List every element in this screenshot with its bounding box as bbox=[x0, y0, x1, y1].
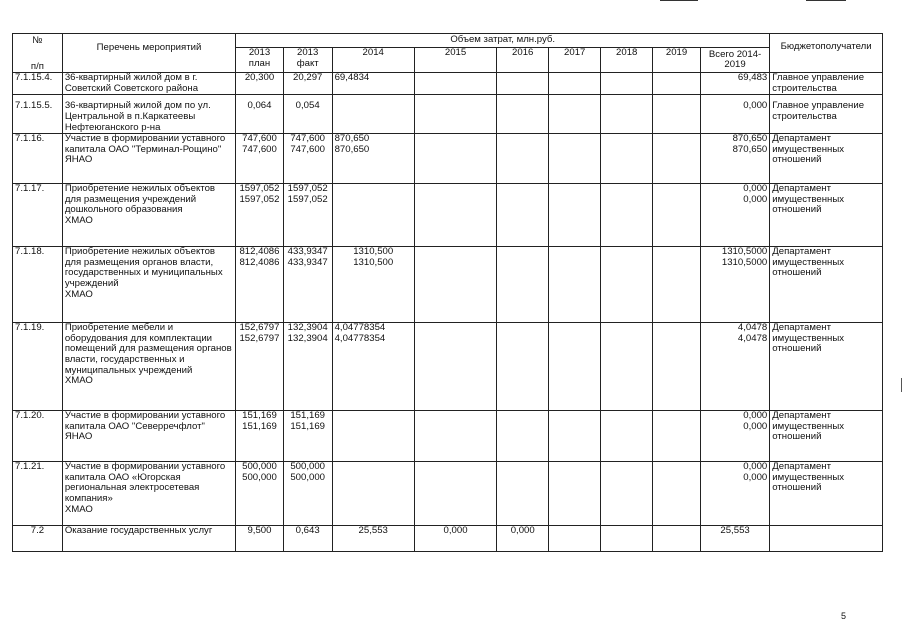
summary-2019 bbox=[653, 526, 701, 552]
plan-year: 2013 bbox=[248, 47, 271, 59]
row-name: Участие в формировании уставного капитала ОАО «Югорская региональная электросетевая компания» bbox=[64, 461, 226, 504]
row-2015 bbox=[414, 73, 496, 95]
col-2017: 2017 bbox=[549, 48, 601, 73]
row-2014-sub: 4,04778354 bbox=[334, 332, 386, 344]
row-2017 bbox=[549, 462, 601, 526]
row-2018 bbox=[601, 411, 653, 462]
row-2018 bbox=[601, 184, 653, 247]
plan-label: план bbox=[248, 58, 271, 70]
row-num: 7.1.21. bbox=[13, 462, 63, 526]
table-row bbox=[13, 411, 883, 462]
summary-plan: 9,500 bbox=[236, 526, 284, 552]
row-total-sub: 4,0478 bbox=[737, 332, 768, 344]
row-2015 bbox=[414, 184, 496, 247]
row-plan: 812,4086 bbox=[239, 246, 280, 258]
row-total: 0,000 bbox=[743, 410, 768, 422]
row-2014-cell bbox=[332, 247, 414, 323]
row-plan-sub: 747,600 bbox=[242, 143, 277, 155]
row-name-cell bbox=[62, 134, 235, 184]
row-2015 bbox=[414, 134, 496, 184]
table-row bbox=[13, 323, 883, 411]
row-2018 bbox=[601, 323, 653, 411]
row-2017 bbox=[549, 247, 601, 323]
top-rule-right bbox=[806, 0, 846, 1]
row-fact-cell bbox=[283, 184, 332, 247]
row-fact: 132,3904 bbox=[287, 322, 328, 334]
col-2013-plan bbox=[236, 48, 284, 73]
row-name: 36-квартирный жилой дом в г. Советский Советского района bbox=[62, 73, 235, 95]
row-2014: 1310,500 bbox=[353, 246, 394, 258]
table-row bbox=[13, 184, 883, 247]
row-2015 bbox=[414, 462, 496, 526]
table-row bbox=[13, 73, 883, 95]
row-2019 bbox=[653, 73, 701, 95]
row-total: 4,0478 bbox=[737, 322, 768, 334]
row-plan: 152,6797 bbox=[239, 322, 280, 334]
row-recipient: Департамент имущественных отношений bbox=[770, 134, 883, 184]
row-total-sub: 0,000 bbox=[743, 420, 768, 432]
col-list-header: Перечень мероприятий bbox=[62, 34, 235, 73]
row-fact: 151,169 bbox=[290, 410, 326, 422]
row-total-cell bbox=[700, 134, 769, 184]
num-sign: № bbox=[32, 35, 43, 46]
row-2014: 69,4834 bbox=[332, 73, 414, 95]
row-2017 bbox=[549, 95, 601, 134]
row-num: 7.1.18. bbox=[13, 247, 63, 323]
expenditure-table bbox=[12, 33, 883, 552]
row-num: 7.1.15.4. bbox=[13, 73, 63, 95]
row-2014 bbox=[332, 95, 414, 134]
row-2018 bbox=[601, 247, 653, 323]
scan-mark bbox=[901, 378, 902, 392]
table-row bbox=[13, 134, 883, 184]
table-row bbox=[13, 462, 883, 526]
row-2016 bbox=[497, 411, 549, 462]
row-region: ЯНАО bbox=[64, 431, 93, 443]
row-name-cell bbox=[62, 411, 235, 462]
row-fact-cell bbox=[283, 323, 332, 411]
row-fact-cell bbox=[283, 134, 332, 184]
summary-total: 25,553 bbox=[700, 526, 769, 552]
summary-2016: 0,000 bbox=[497, 526, 549, 552]
row-plan: 1597,052 bbox=[239, 183, 280, 195]
summary-2018 bbox=[601, 526, 653, 552]
row-2014-sub: 1310,500 bbox=[353, 256, 394, 268]
row-fact: 500,000 bbox=[290, 461, 326, 473]
row-recipient: Департамент имущественных отношений bbox=[770, 323, 883, 411]
summary-2015: 0,000 bbox=[414, 526, 496, 552]
summary-recipient bbox=[770, 526, 883, 552]
row-recipient: Главное управление строительства bbox=[770, 73, 883, 95]
row-2019 bbox=[653, 462, 701, 526]
row-name: Приобретение мебели и оборудования для комплектации помещений для размещения органов власти, государственных и муниципальных учреждений bbox=[64, 322, 232, 376]
row-total-cell bbox=[700, 411, 769, 462]
row-2015 bbox=[414, 323, 496, 411]
summary-2017 bbox=[549, 526, 601, 552]
row-total: 69,483 bbox=[700, 73, 769, 95]
row-2017 bbox=[549, 134, 601, 184]
row-2017 bbox=[549, 411, 601, 462]
row-2016 bbox=[497, 95, 549, 134]
row-region: ХМАО bbox=[64, 214, 93, 226]
row-2016 bbox=[497, 323, 549, 411]
row-2014 bbox=[332, 462, 414, 526]
row-name: Участие в формировании уставного капитала ОАО "Терминал-Рощино" bbox=[64, 133, 226, 155]
row-2014-cell bbox=[332, 134, 414, 184]
row-plan-sub: 500,000 bbox=[242, 471, 277, 483]
col-2018: 2018 bbox=[601, 48, 653, 73]
row-region: ХМАО bbox=[64, 503, 93, 515]
row-plan-cell bbox=[236, 323, 284, 411]
row-2018 bbox=[601, 462, 653, 526]
row-2019 bbox=[653, 95, 701, 134]
row-total-sub: 1310,5000 bbox=[721, 256, 768, 268]
row-plan: 500,000 bbox=[242, 461, 277, 473]
row-num: 7.1.19. bbox=[13, 323, 63, 411]
row-total-cell bbox=[700, 462, 769, 526]
row-2018 bbox=[601, 134, 653, 184]
row-recipient: Департамент имущественных отношений bbox=[770, 462, 883, 526]
row-plan-sub: 1597,052 bbox=[239, 193, 280, 205]
row-2019 bbox=[653, 411, 701, 462]
row-fact-cell bbox=[283, 411, 332, 462]
row-2019 bbox=[653, 323, 701, 411]
row-plan: 151,169 bbox=[242, 410, 277, 422]
row-2015 bbox=[414, 247, 496, 323]
col-2014: 2014 bbox=[332, 48, 414, 73]
row-total-cell bbox=[700, 323, 769, 411]
row-fact-sub: 132,3904 bbox=[287, 332, 328, 344]
row-2014-cell bbox=[332, 323, 414, 411]
row-name: Участие в формировании уставного капитала ОАО "Северречфлот" bbox=[64, 410, 226, 432]
row-recipient: Департамент имущественных отношений bbox=[770, 247, 883, 323]
row-total-sub: 870,650 bbox=[732, 143, 768, 155]
row-name: 36-квартирный жилой дом по ул. Центральной в п.Каркатеевы Нефтеюганского р-на bbox=[62, 95, 235, 134]
row-plan-sub: 812,4086 bbox=[239, 256, 280, 268]
pp-label: п/п bbox=[30, 60, 44, 72]
row-num: 7.1.15.5. bbox=[13, 95, 63, 134]
col-total: Всего 2014-2019 bbox=[700, 48, 769, 73]
row-plan: 0,064 bbox=[236, 95, 284, 134]
row-recipient: Главное управление строительства bbox=[770, 95, 883, 134]
row-2017 bbox=[549, 184, 601, 247]
row-2017 bbox=[549, 323, 601, 411]
row-2015 bbox=[414, 95, 496, 134]
row-plan-cell bbox=[236, 184, 284, 247]
row-fact: 747,600 bbox=[290, 133, 326, 145]
row-fact: 20,297 bbox=[283, 73, 332, 95]
row-2016 bbox=[497, 462, 549, 526]
cost-header: Объем затрат, млн.руб. bbox=[236, 34, 770, 48]
top-rule-left bbox=[660, 0, 698, 1]
summary-2014: 25,553 bbox=[332, 526, 414, 552]
row-fact-sub: 500,000 bbox=[290, 471, 326, 483]
row-2014: 4,04778354 bbox=[334, 322, 386, 334]
summary-name: Оказание государственных услуг bbox=[62, 526, 235, 552]
col-2013-fact bbox=[283, 48, 332, 73]
row-2016 bbox=[497, 134, 549, 184]
row-plan-cell bbox=[236, 134, 284, 184]
row-total-sub: 0,000 bbox=[743, 471, 768, 483]
row-plan: 747,600 bbox=[242, 133, 277, 145]
row-total: 0,000 bbox=[743, 183, 768, 195]
row-name-cell bbox=[62, 323, 235, 411]
row-2016 bbox=[497, 184, 549, 247]
fact-year: 2013 bbox=[297, 47, 319, 59]
row-fact: 433,9347 bbox=[287, 246, 328, 258]
row-plan-sub: 151,169 bbox=[242, 420, 277, 432]
row-fact-sub: 433,9347 bbox=[287, 256, 328, 268]
row-plan-sub: 152,6797 bbox=[239, 332, 280, 344]
row-2016 bbox=[497, 247, 549, 323]
row-num: 7.1.17. bbox=[13, 184, 63, 247]
row-total-cell bbox=[700, 184, 769, 247]
row-plan: 20,300 bbox=[236, 73, 284, 95]
row-region: ХМАО bbox=[64, 288, 93, 300]
col-recipient-header: Бюджетополучатели bbox=[770, 34, 883, 73]
row-2018 bbox=[601, 73, 653, 95]
row-total: 1310,5000 bbox=[721, 246, 768, 258]
row-total-sub: 0,000 bbox=[743, 193, 768, 205]
row-name-cell bbox=[62, 184, 235, 247]
row-fact: 1597,052 bbox=[287, 183, 328, 195]
col-2016: 2016 bbox=[497, 48, 549, 73]
row-2014: 870,650 bbox=[334, 133, 370, 145]
row-2014-sub: 870,650 bbox=[334, 143, 370, 155]
row-total: 0,000 bbox=[743, 461, 768, 473]
col-2015: 2015 bbox=[414, 48, 496, 73]
row-2019 bbox=[653, 134, 701, 184]
row-total: 870,650 bbox=[732, 133, 768, 145]
row-2019 bbox=[653, 184, 701, 247]
row-plan-cell bbox=[236, 247, 284, 323]
summary-fact: 0,643 bbox=[283, 526, 332, 552]
row-region: ЯНАО bbox=[64, 154, 93, 166]
row-plan-cell bbox=[236, 411, 284, 462]
row-2016 bbox=[497, 73, 549, 95]
row-fact-sub: 1597,052 bbox=[287, 193, 328, 205]
row-plan-cell bbox=[236, 462, 284, 526]
row-recipient: Департамент имущественных отношений bbox=[770, 184, 883, 247]
page-number: 5 bbox=[840, 611, 846, 621]
table-row bbox=[13, 247, 883, 323]
row-2018 bbox=[601, 95, 653, 134]
summary-row bbox=[13, 526, 883, 552]
row-fact-cell bbox=[283, 462, 332, 526]
row-region: ХМАО bbox=[64, 375, 93, 387]
row-name-cell bbox=[62, 247, 235, 323]
row-total: 0,000 bbox=[700, 95, 769, 134]
row-name: Приобретение нежилых объектов для размещения учреждений дошкольного образования bbox=[64, 183, 216, 216]
row-2017 bbox=[549, 73, 601, 95]
row-2015 bbox=[414, 411, 496, 462]
row-2014 bbox=[332, 411, 414, 462]
table-row bbox=[13, 95, 883, 134]
row-num: 7.1.20. bbox=[13, 411, 63, 462]
row-total-cell bbox=[700, 247, 769, 323]
row-fact-sub: 747,600 bbox=[290, 143, 326, 155]
row-2014 bbox=[332, 184, 414, 247]
row-name-cell bbox=[62, 462, 235, 526]
row-fact-cell bbox=[283, 247, 332, 323]
col-num-header bbox=[13, 34, 63, 73]
col-2019: 2019 bbox=[653, 48, 701, 73]
row-num: 7.1.16. bbox=[13, 134, 63, 184]
summary-num: 7.2 bbox=[13, 526, 63, 552]
row-recipient: Департамент имущественных отношений bbox=[770, 411, 883, 462]
fact-label: факт bbox=[296, 58, 319, 70]
row-fact-sub: 151,169 bbox=[290, 420, 326, 432]
row-name: Приобретение нежилых объектов для размещения органов власти, государственных и муниципальных учреждений bbox=[64, 246, 223, 289]
row-2019 bbox=[653, 247, 701, 323]
row-fact: 0,054 bbox=[283, 95, 332, 134]
